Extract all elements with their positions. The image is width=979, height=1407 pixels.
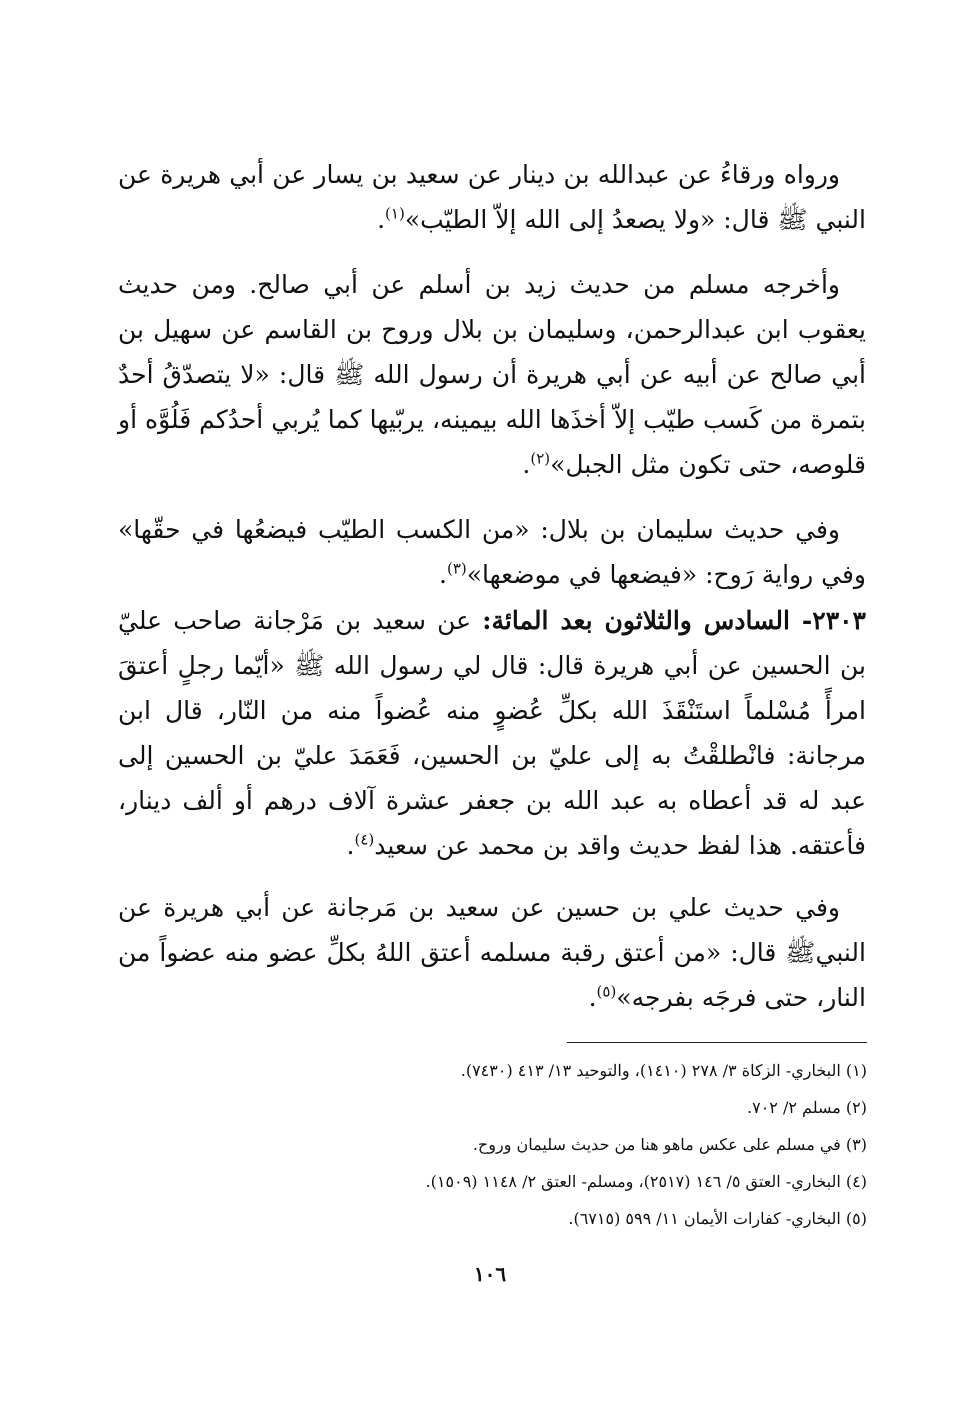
page-number: ١٠٦ <box>473 1262 507 1286</box>
paragraph-text: ورواه ورقاءُ عن عبدالله بن دينار عن سعيد بن يسار عن أبي هريرة عن النبي ﷺ قال: «ولا يصعدُ إلى الله إلاّ الطيّب» <box>118 160 866 234</box>
paragraph-2 <box>118 262 866 487</box>
paragraph-end: . <box>439 560 447 589</box>
paragraph-end: . <box>522 450 531 479</box>
paragraph-text: عن سعيد بن مَرْجانة صاحب عليّ بن الحسين عن أبي هريرة قال: قال لي رسول الله ﷺ «أيّما رجلٍ أعتقَ امرأً مُسْلماً استَنْقَذَ الله بكلِّ عُضوٍ منه عُضواً منه من النّار، قال ابن مرجانة: فانْطلقْتُ به إلى عليّ بن الحسين، فَعَمَدَ عليّ بن الحسين إلى عبد له قد أعطاه به عبد الله بن جعفر عشرة آلاف درهم أو ألف دينار، فأعتقه. هذا لفظ حديث واقد بن محمد عن سعيد <box>118 606 866 860</box>
footnote-separator <box>567 1042 867 1043</box>
footnote-ref-4: (٤) <box>354 830 375 849</box>
footnote-ref-5: (٥) <box>596 982 617 1001</box>
footnote-1: (١) البخاري- الزكاة ٣/ ٢٧٨ (١٤١٠)، والتوحيد ١٣/ ٤١٣ (٧٤٣٠). <box>460 1061 867 1080</box>
paragraph-end: . <box>346 831 355 860</box>
footnote-5: (٥) البخاري- كفارات الأيمان ١١/ ٥٩٩ (٦٧١٥). <box>568 1209 867 1228</box>
footnote-ref-1: (١) <box>385 204 405 223</box>
paragraph-1 <box>118 152 866 242</box>
footnote-3: (٣) في مسلم على عكس ماهو هنا من حديث سليمان وروح. <box>472 1135 867 1154</box>
footnotes <box>227 1052 867 1237</box>
footnote-4: (٤) البخاري- العتق ٥/ ١٤٦ (٢٥١٧)، ومسلم- العتق ٢/ ١١٤٨ (١٥٠٩). <box>425 1172 867 1191</box>
paragraph-text: وفي حديث سليمان بن بلال: «من الكسب الطيّب فيضعُها في حقّها» وفي رواية رَوح: «فيضعها في موضعها» <box>118 515 866 589</box>
paragraph-end: . <box>377 205 386 234</box>
paragraph-5 <box>118 885 866 1020</box>
footnote-ref-3: (٣) <box>446 559 467 578</box>
hadith-heading: ٢٣٠٣- السادس والثلاثون بعد المائة: <box>482 606 866 635</box>
paragraph-4 <box>118 598 866 868</box>
paragraph-text: وفي حديث علي بن حسين عن سعيد بن مَرجانة عن أبي هريرة عن النبيﷺ قال: «من أعتق رقبة مسلمه أعتق اللهُ بكلِّ عضو منه عضواً من النار، حتى فرجَه بفرجه» <box>118 893 866 1012</box>
footnote-ref-2: (٢) <box>530 449 551 468</box>
paragraph-text: وأخرجه مسلم من حديث زيد بن أسلم عن أبي صالح. ومن حديث يعقوب ابن عبدالرحمن، وسليمان بن بلال وروح بن القاسم عن سهيل بن أبي صالح عن أبيه عن أبي هريرة أن رسول الله ﷺ قال: «لا يتصدّقُ أحدٌ بتمرة من كَسب طيّب إلاّ أخذَها الله بيمينه، يربّيها كما يُربي أحدُكم فَلُوَّه أو قلوصه، حتى تكون مثل الجبل» <box>118 270 866 479</box>
paragraph-end: . <box>588 983 597 1012</box>
footnote-2: (٢) مسلم ٢/ ٧٠٢. <box>747 1098 867 1117</box>
paragraph-3 <box>118 507 866 597</box>
